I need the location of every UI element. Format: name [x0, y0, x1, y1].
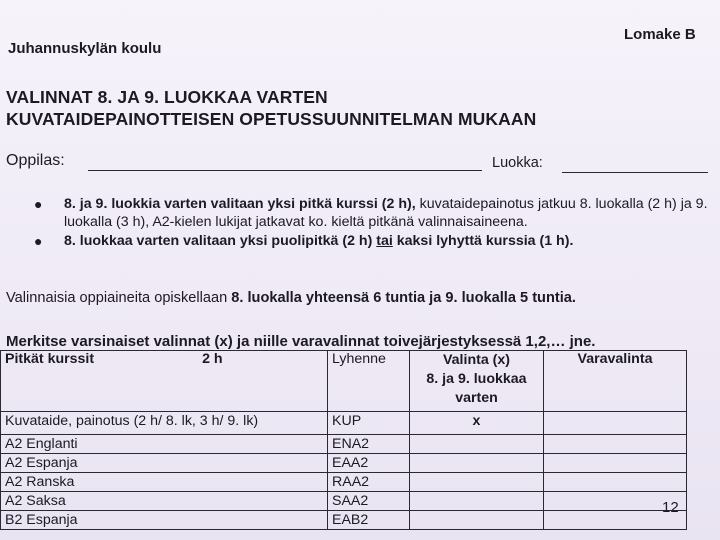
table-row — [1, 435, 687, 454]
hours-note-bold: 8. luokalla yhteensä 6 tuntia ja 9. luokalla 5 tuntia. — [231, 290, 576, 306]
abbr-cell: EAB2 — [328, 511, 410, 530]
rule-text: kuvataidepainotus jatkuu 8. luokalla (2 h) ja 9. luokalla (3 h), A2-kielen lukijat jatkavat ko. kieltä pitkänä valinnaisaineena. — [64, 196, 708, 230]
rule-bold-text: 8. ja 9. luokkia varten valitaan yksi pitkä kurssi (2 h), — [64, 196, 416, 212]
table-row — [1, 492, 687, 511]
abbr-cell: RAA2 — [328, 473, 410, 492]
abbr-cell: EAA2 — [328, 454, 410, 473]
course-table — [0, 350, 687, 530]
table-row — [1, 511, 687, 530]
page-number: 12 — [662, 499, 679, 516]
header-choice — [410, 351, 544, 412]
table-header-row — [1, 351, 687, 412]
class-label: Luokka: — [492, 155, 543, 171]
class-field[interactable] — [562, 172, 708, 173]
alternative-cell[interactable] — [544, 412, 687, 435]
header-course — [1, 351, 328, 412]
course-cell: A2 Englanti — [1, 435, 328, 454]
header-choice-line3: varten — [455, 390, 498, 406]
bullet-icon: ● — [34, 233, 43, 250]
rule-underlined-text: tai — [376, 233, 393, 250]
abbr-cell: KUP — [328, 412, 410, 435]
bullet-icon: ● — [34, 196, 43, 212]
header-course-label: Pitkät kurssit — [5, 351, 95, 367]
instruction-text: Merkitse varsinaiset valinnat (x) ja niille varavalinnat toivejärjestyksessä 1,2,… jne. — [6, 333, 596, 350]
hours-note-text: Valinnaisia oppiaineita opiskellaan — [6, 290, 232, 306]
choice-cell[interactable] — [410, 435, 544, 454]
rule-bold-text-a: 8. luokkaa varten valitaan yksi puolipitkä (2 h) — [64, 233, 377, 250]
course-cell: B2 Espanja — [1, 511, 328, 530]
header-choice-line2: 8. ja 9. luokkaa — [426, 371, 527, 387]
alternative-cell[interactable] — [544, 435, 687, 454]
abbr-cell: SAA2 — [328, 492, 410, 511]
choice-cell[interactable] — [410, 492, 544, 511]
header-choice-line1: Valinta (x) — [442, 352, 511, 368]
table-row — [1, 473, 687, 492]
rules-list — [30, 196, 710, 253]
form-title-line2: KUVATAIDEPAINOTTEISEN OPETUSSUUNNITELMAN MUKAAN — [6, 109, 537, 129]
course-cell: A2 Ranska — [1, 473, 328, 492]
choice-cell[interactable] — [410, 454, 544, 473]
course-cell: Kuvataide, painotus (2 h/ 8. lk, 3 h/ 9. lk) — [1, 412, 328, 435]
abbr-cell: ENA2 — [328, 435, 410, 454]
rule-item-short-course — [30, 233, 710, 251]
student-label: Oppilas: — [6, 152, 65, 169]
course-cell: A2 Saksa — [1, 492, 328, 511]
header-hours: 2 h — [202, 351, 223, 367]
header-abbr: Lyhenne — [328, 351, 410, 412]
form-title-line1: VALINNAT 8. JA 9. LUOKKAA VARTEN — [6, 87, 328, 107]
student-name-field[interactable] — [88, 170, 482, 171]
table-row — [1, 412, 687, 435]
alternative-cell[interactable] — [544, 454, 687, 473]
table-row — [1, 454, 687, 473]
choice-cell[interactable] — [410, 511, 544, 530]
choice-cell[interactable]: x — [410, 412, 544, 435]
school-name: Juhannuskylän koulu — [8, 40, 162, 57]
alternative-cell[interactable] — [544, 473, 687, 492]
hours-note — [6, 290, 576, 306]
form-id: Lomake B — [624, 26, 696, 43]
header-alternative: Varavalinta — [544, 351, 687, 412]
rule-item-long-course — [30, 196, 710, 231]
course-cell: A2 Espanja — [1, 454, 328, 473]
rule-bold-text-b: kaksi lyhyttä kurssia (1 h). — [392, 233, 574, 250]
choice-cell[interactable] — [410, 473, 544, 492]
